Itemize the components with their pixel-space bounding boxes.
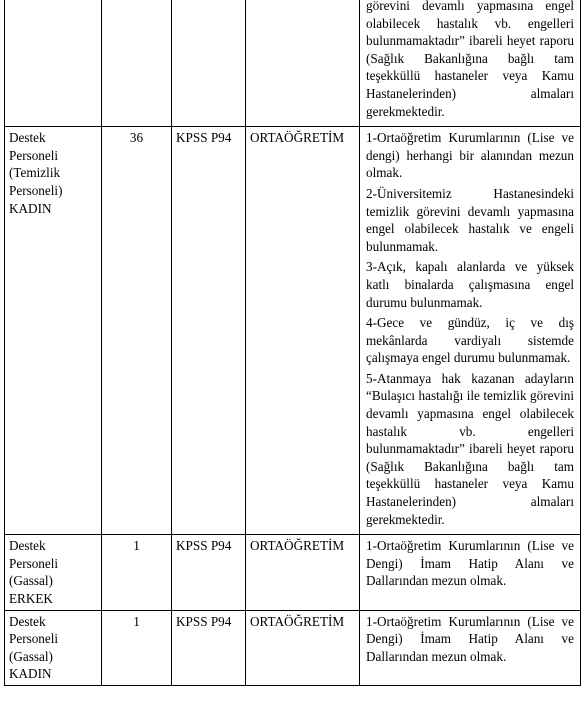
exam-score-type-cell: KPSS P94 <box>172 535 246 610</box>
category-line: (Gassal) <box>9 648 53 664</box>
position-count-cell: 36 <box>102 127 172 535</box>
category-line: (Temizlik <box>9 165 61 181</box>
position-count-cell <box>102 0 172 127</box>
exam-score-type-cell: KPSS P94 <box>172 610 246 685</box>
requirements-cell <box>360 0 581 127</box>
table-row <box>5 535 581 610</box>
exam-score-type-cell: KPSS P94 <box>172 127 246 535</box>
category-line: KADIN <box>9 200 52 216</box>
position-category-cell <box>5 610 102 685</box>
category-line: Destek <box>9 613 46 629</box>
category-line: Personeli) <box>9 182 63 198</box>
requirement-item: 1-Ortaöğretim Kurumlarının (Lise ve Dengi) İmam Hatip Alanı ve Dallarından mezun olmak. <box>366 538 574 589</box>
table-row <box>5 610 581 685</box>
table-row <box>5 127 581 535</box>
positions-table <box>4 0 581 686</box>
requirement-item: 1-Ortaöğretim Kurumlarının (Lise ve Dengi) İmam Hatip Alanı ve Dallarından mezun olmak. <box>366 613 574 664</box>
requirement-item: 2-Üniversitemiz Hastanesindeki temizlik görevini devamlı yapmasına engel olabilecek hastalık ve engeli bulunmamak. <box>366 185 574 254</box>
requirement-item: 5-Atanmaya hak kazanan adayların “Bulaşıcı hastalığı ile temizlik görevini devamlı yapmasına engel olabilecek hastalık vb. engelleri bulunmamaktadır” ibareli heyet raporu (Sağlık Bakanlığına bağlı tam teşekküllü hastaneler veya Kamu Hastanelerinden) almaları gerekmektedir. <box>366 370 574 527</box>
position-count-cell: 1 <box>102 610 172 685</box>
category-line: ERKEK <box>9 591 53 606</box>
position-category-cell <box>5 127 102 535</box>
category-line: Personeli <box>9 147 59 163</box>
position-category-cell <box>5 0 102 127</box>
category-line: Destek <box>9 538 46 554</box>
position-count-cell: 1 <box>102 535 172 610</box>
education-level-cell: ORTAÖĞRETİM <box>246 610 360 685</box>
category-line: KADIN <box>9 666 52 682</box>
category-line: Personeli <box>9 555 59 571</box>
category-line: Destek <box>9 130 46 146</box>
requirements-cell <box>360 535 581 610</box>
education-level-cell: ORTAÖĞRETİM <box>246 535 360 610</box>
requirement-item: 4-Gece ve gündüz, iç ve dış mekânlarda vardiyalı sistemde çalışmaya engel durumu bulunmamak. <box>366 315 574 366</box>
requirements-cell <box>360 127 581 535</box>
table-row <box>5 0 581 127</box>
requirement-item: 3-Açık, kapalı alanlarda ve yüksek katlı binalarda çalışmasına engel durumu bulunmamak. <box>366 259 574 310</box>
exam-score-type-cell <box>172 0 246 127</box>
requirement-item: 1-Ortaöğretim Kurumlarının (Lise ve dengi) herhangi bir alanından mezun olmak. <box>366 130 574 181</box>
education-level-cell <box>246 0 360 127</box>
position-category-cell <box>5 535 102 610</box>
requirements-cell <box>360 610 581 685</box>
requirement-item: görevini devamlı yapmasına engel olabilecek hastalık vb. engelleri bulunmamaktadır” ibareli heyet raporu (Sağlık Bakanlığına bağlı tam teşekküllü hastaneler veya Kamu Hastanelerinden) almaları gerekmektedir. <box>366 0 574 119</box>
education-level-cell: ORTAÖĞRETİM <box>246 127 360 535</box>
category-line: (Gassal) <box>9 573 53 589</box>
category-line: Personeli <box>9 631 59 647</box>
